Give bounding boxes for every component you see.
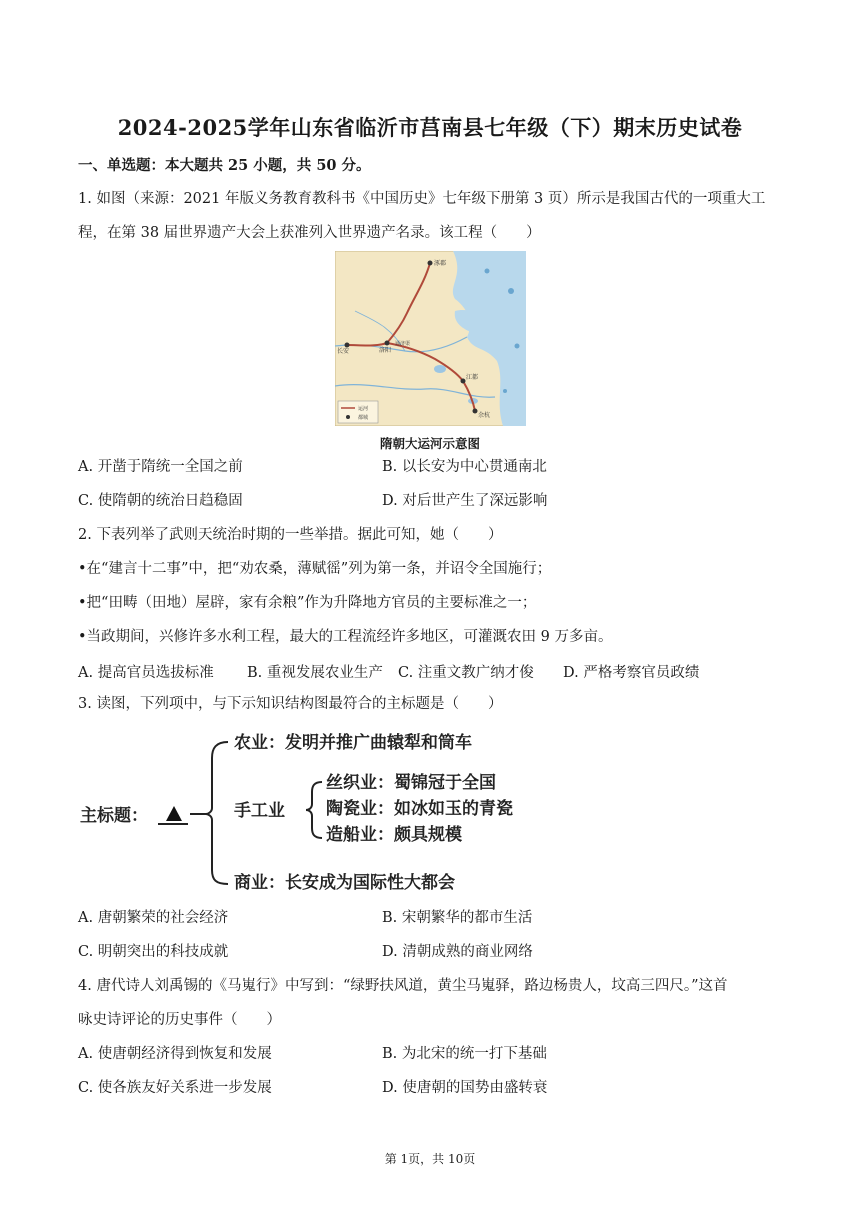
q3-option-d: D. 清朝成熟的商业网络 (382, 944, 533, 960)
q3-option-c: C. 明朝突出的科技成就 (78, 944, 229, 960)
q4-option-b: B. 为北宋的统一打下基础 (382, 1046, 547, 1062)
section-heading: 一、单选题：本大题共 25 小题，共 50 分。 (78, 157, 371, 174)
diagram-commerce: 商业：长安成为国际性大都会 (234, 873, 455, 893)
q2-stem: 2. 下表列举了武则天统治时期的一些举措。据此可知，她（ ） (78, 527, 503, 543)
grand-canal-map (335, 251, 526, 426)
map-label-changan: 长安 (337, 348, 350, 355)
map-label-zhuojun: 涿郡 (434, 260, 447, 267)
q2-option-b: B. 重视发展农业生产 (247, 665, 383, 681)
triangle-icon (166, 806, 182, 821)
diagram-shipbuilding: 造船业：颇具规模 (326, 825, 462, 845)
q2-option-a: A. 提高官员选拔标准 (78, 665, 214, 681)
q4-option-d: D. 使唐朝的国势由盛转衰 (382, 1080, 548, 1096)
page-footer: 第 1页，共 10页 (384, 1152, 476, 1166)
legend-canal: 运河 (358, 406, 369, 412)
map-label-jiangdu: 江都 (466, 374, 479, 381)
q4-option-a: A. 使唐朝经济得到恢复和发展 (78, 1046, 272, 1062)
diagram-handicraft: 手工业 (234, 801, 285, 821)
legend-capital: 都城 (358, 415, 369, 421)
q4-option-c: C. 使各族友好关系进一步发展 (78, 1080, 272, 1096)
knowledge-structure-diagram (78, 724, 558, 899)
q1-option-b: B. 以长安为中心贯通南北 (382, 459, 547, 475)
q1-stem-line2: 程，在第 38 届世界遗产大会上获准列入世界遗产名录。该工程（ ） (78, 225, 541, 241)
q3-option-b: B. 宋朝繁华的都市生活 (382, 910, 533, 926)
diagram-porcelain: 陶瓷业：如冰如玉的青瓷 (326, 799, 513, 819)
q2-option-c: C. 注重文教广纳才俊 (398, 665, 534, 681)
map-label-yuhang: 余杭 (478, 412, 491, 419)
page-title: 2024-2025学年山东省临沂市莒南县七年级（下）期末历史试卷 (117, 115, 743, 140)
q4-stem-line2: 咏史诗评论的历史事件（ ） (78, 1012, 281, 1028)
q3-stem: 3. 读图，下列项中，与下示知识结构图最符合的主标题是（ ） (78, 696, 503, 712)
map-caption: 隋朝大运河示意图 (379, 436, 480, 451)
diagram-agriculture: 农业：发明并推广曲辕犁和筒车 (234, 733, 472, 753)
q2-bullet-1: •在“建言十二事”中，把“劝农桑，薄赋徭”列为第一条，并诏令全国施行； (78, 561, 552, 577)
map-label-luoyang: 洛阳 (379, 347, 392, 354)
q1-stem-line1: 1. 如图（来源：2021 年版义务教育教科书《中国历史》七年级下册第 3 页）所示是我国古代的一项重大工 (78, 191, 766, 207)
map-image (335, 251, 526, 426)
q2-bullet-3: •当政期间，兴修许多水利工程，最大的工程流经许多地区，可灌溉农田 9 万多亩。 (78, 629, 613, 645)
q2-bullet-2: •把“田畴（田地）屋辟，家有余粮”作为升降地方官员的主要标准之一； (78, 595, 537, 611)
diagram-silk: 丝织业：蜀锦冠于全国 (326, 773, 496, 793)
diagram-main-title: 主标题： (80, 806, 148, 826)
q4-stem-line1: 4. 唐代诗人刘禹锡的《马嵬行》中写到：“绿野扶风道，黄尘马嵬驿，路边杨贵人，坟高三四尺。”这首 (78, 978, 728, 994)
q2-option-d: D. 严格考察官员政绩 (563, 665, 700, 681)
map-label-tongjiqu: 通济渠 (395, 341, 411, 347)
q3-option-a: A. 唐朝繁荣的社会经济 (78, 910, 229, 926)
q1-option-c: C. 使隋朝的统治日趋稳固 (78, 493, 243, 509)
q1-option-d: D. 对后世产生了深远影响 (382, 493, 548, 509)
q1-option-a: A. 开凿于隋统一全国之前 (78, 459, 243, 475)
